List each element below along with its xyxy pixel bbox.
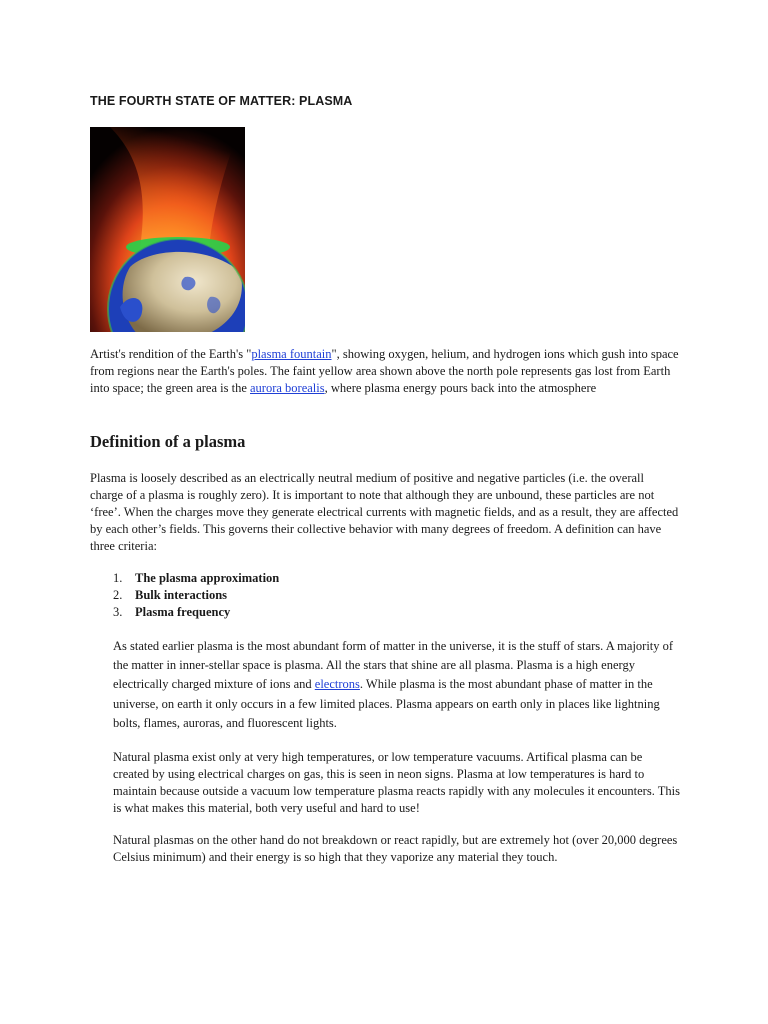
abundance-paragraph <box>113 637 680 733</box>
earth-plasma-image <box>90 127 245 332</box>
definition-paragraph: Plasma is loosely described as an electrically neutral medium of positive and negative particles (i.e. the overall charge of a plasma is roughly zero). It is important to note that although they are unbound, these particles are not ‘free’. When the charges move they generate electrical currents with magnetic fields, and as a result, they are affected by each other’s fields. This governs their collective behavior with many degrees of freedom. A definition can have three criteria: <box>90 471 679 553</box>
list-item <box>113 604 279 621</box>
natural-plasmas-paragraph: Natural plasmas on the other hand do not breakdown or react rapidly, but are extremely hot (over 20,000 degrees Celsius minimum) and their energy is so high that they vaporize any material they touch. <box>113 833 678 864</box>
caption-text: ", showing oxygen, helium, and hydrogen ions which gush into space from regions near the Earth's poles. The faint yellow area shown above the north pole represents gas lost from Earth into space; the green area is the <box>90 347 679 395</box>
plasma-fountain-link[interactable]: plasma fountain <box>251 347 332 361</box>
caption-text: , where plasma energy pours back into the atmosphere <box>324 381 597 395</box>
aurora-borealis-link[interactable]: aurora borealis <box>250 381 325 395</box>
section-heading: Definition of a plasma <box>90 432 246 451</box>
list-item-label: Plasma frequency <box>135 605 231 619</box>
caption-text: Artist's rendition of the Earth's " <box>90 347 252 361</box>
list-item <box>113 587 279 604</box>
electrons-link[interactable]: electrons <box>314 677 360 692</box>
list-number: 1. <box>113 571 123 585</box>
figure-caption <box>90 346 680 397</box>
list-item-label: The plasma approximation <box>135 571 280 585</box>
document-title: THE FOURTH STATE OF MATTER: PLASMA <box>90 94 353 108</box>
paragraph-text: . While plasma is the most abundant phase of matter in the universe, on earth it only occurs in a few limited places. Plasma appears on earth only in places like lightning bolts, flames, auroras, and fluorescent lights. <box>113 677 660 730</box>
natural-plasma-paragraph: Natural plasma exist only at very high temperatures, or low temperature vacuums. Artifical plasma can be created by using electrical charges on gas, this is seen in neon signs. Plasma at low temperatures is hard to maintain because outside a vacuum low temperature plasma reacts rapidly with any molecules it encounters. This is what makes this material, both very useful and hard to use! <box>113 750 680 815</box>
criteria-list <box>113 570 279 621</box>
list-number: 3. <box>113 605 123 619</box>
list-number: 2. <box>113 588 123 602</box>
list-item <box>113 570 279 587</box>
plasma-fountain-illustration <box>90 127 245 332</box>
list-item-label: Bulk interactions <box>135 588 228 602</box>
paragraph-text: As stated earlier plasma is the most abundant form of matter in the universe, it is the stuff of stars. A majority of the matter in inner-stellar space is plasma. All the stars that shine are all plasma. Plasma is a high energy electrically charged mixture of ions and <box>113 639 674 692</box>
